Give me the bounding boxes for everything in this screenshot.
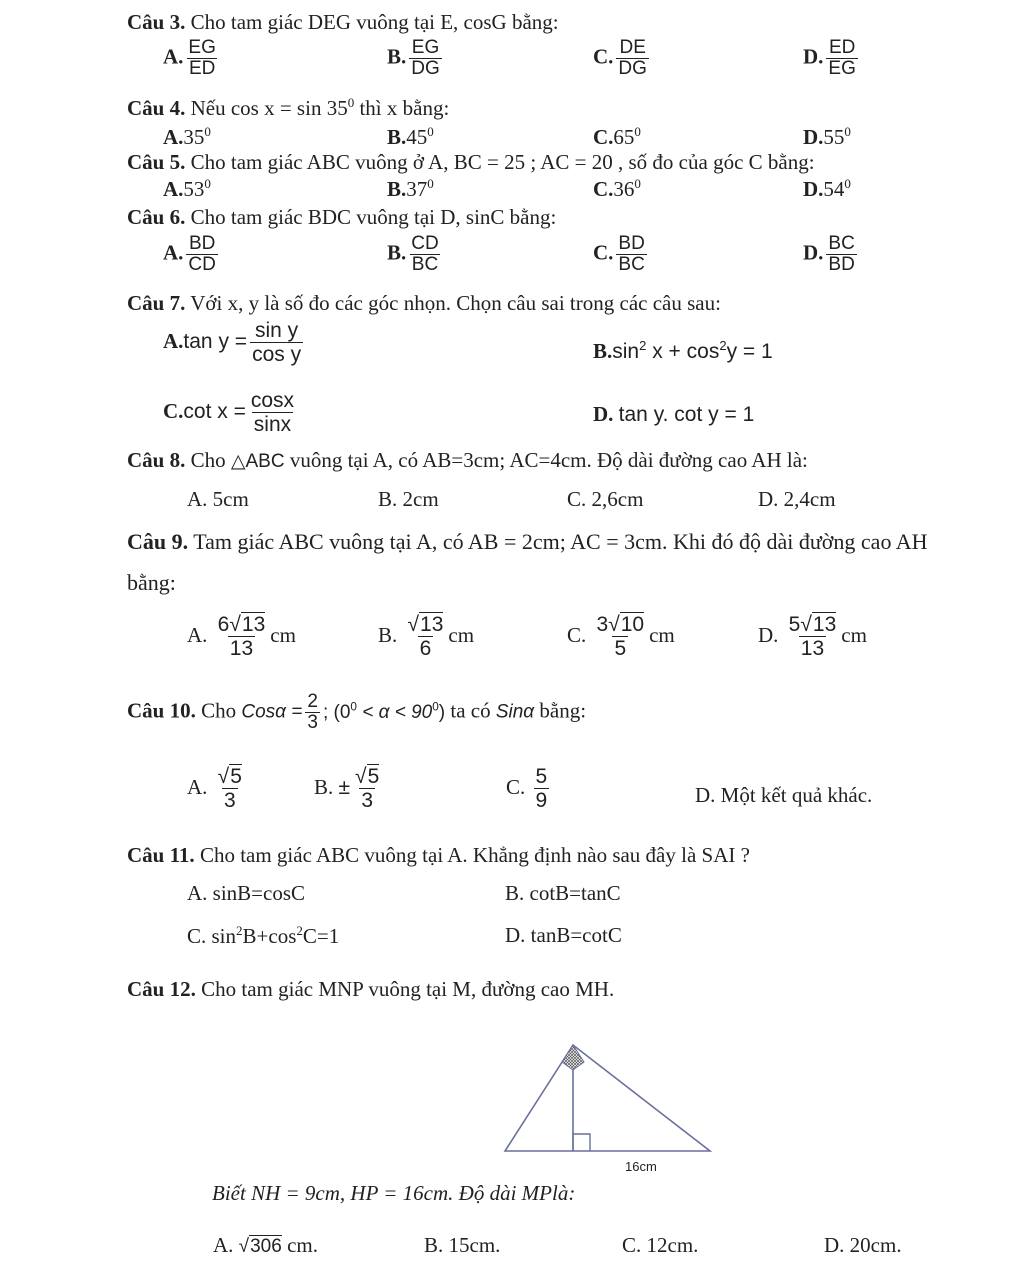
q7-option-b: $B.\sin^2$ $x + \cos^2y = 1$ bbox=[593, 338, 773, 363]
q11-option-a: A. sinB=cosC bbox=[187, 881, 306, 905]
q8-option-b: B. 2cm bbox=[378, 487, 439, 511]
q10-option-b: B. ± $\frac{√5}{3}$ bbox=[314, 765, 380, 813]
triangle-outline bbox=[505, 1045, 710, 1151]
q10-option-c: C. $\frac{5}{9}$ bbox=[506, 765, 548, 813]
q12-option-d: D. 20cm. bbox=[824, 1233, 902, 1257]
q11-option-d: D. tanB=cotC bbox=[505, 923, 622, 947]
right-angle-mark-foot bbox=[573, 1134, 590, 1151]
q8-option-d: D. 2,4cm bbox=[758, 487, 836, 511]
q9-option-d: D. $\frac{5√13}{13}$ cm bbox=[758, 613, 867, 661]
q8-stem: Câu 8. Cho △ABC vuông tại A, có AB=3cm; AC=4cm. Độ dài đường cao AH là: bbox=[127, 448, 808, 472]
q3-option-d: D. $\frac{ED}{EG}$ bbox=[803, 37, 856, 79]
q4-option-d: $D.55^0$ bbox=[803, 124, 851, 149]
q5-stem: Câu 5. Cho tam giác ABC vuông ở A, BC = 25 ; AC = 20 , số đo của góc C bằng: bbox=[127, 150, 815, 174]
q10-option-d: D. Một kết quả khác. bbox=[695, 783, 873, 807]
q6-option-a: A. $\frac{BD}{CD}$ bbox=[163, 233, 216, 275]
q9-option-c: C. $\frac{3√10}{5}$ cm bbox=[567, 613, 675, 661]
q11-option-c: C. $\sin^2B+\cos^2C=1$ bbox=[187, 923, 340, 948]
q12-given: Biết NH = 9cm, HP = 16cm. Độ dài MPlà: bbox=[212, 1181, 576, 1205]
q4-option-c: $C.65^0$ bbox=[593, 124, 641, 149]
q3-stem: Câu 3. Cho tam giác DEG vuông tại E, cosG bằng: bbox=[127, 10, 559, 34]
q6-option-d: D. $\frac{BC}{BD}$ bbox=[803, 233, 855, 275]
q6-stem: Câu 6. Cho tam giác BDC vuông tại D, sinC bằng: bbox=[127, 205, 557, 229]
q5-option-a: $A.53^0$ bbox=[163, 176, 211, 201]
q7-option-d: D. tan y. cot y = 1 bbox=[593, 402, 755, 426]
q9-stem-line2: bằng: bbox=[127, 570, 176, 595]
figure-label: 16cm bbox=[625, 1159, 657, 1174]
q4-option-b: $B.45^0$ bbox=[387, 124, 434, 149]
q7-option-c: C.cot x = $\frac{\cos x}{\sin x}$ bbox=[163, 389, 295, 437]
q9-stem-line1: Câu 9. Tam giác ABC vuông tại A, có AB = 2cm; AC = 3cm. Khi đó độ dài đường cao AH bbox=[127, 529, 928, 554]
q3-option-a: A. $\frac{EG}{ED}$ bbox=[163, 37, 216, 79]
q8-option-c: C. 2,6cm bbox=[567, 487, 644, 511]
right-angle-mark-apex bbox=[562, 1045, 584, 1070]
q5-option-b: $B.37^0$ bbox=[387, 176, 434, 201]
q4-option-a: $A.35^0$ bbox=[163, 124, 211, 149]
q6-option-b: B. $\frac{CD}{BC}$ bbox=[387, 233, 439, 275]
q7-option-a: A.tan y = $\frac{\text{sin y}}{\text{cos y}}$ bbox=[163, 319, 302, 367]
q9-option-b: B. $\frac{√13}{6}$ cm bbox=[378, 613, 475, 661]
q8-option-a: A. 5cm bbox=[187, 487, 249, 511]
q6-option-c: C. $\frac{BD}{BC}$ bbox=[593, 233, 645, 275]
q10-option-a: A. $\frac{√5}{3}$ bbox=[187, 765, 242, 813]
q11-option-b: B. cotB=tanC bbox=[505, 881, 621, 905]
q5-option-d: $D.54^0$ bbox=[803, 176, 851, 201]
q12-option-c: C. 12cm. bbox=[622, 1233, 699, 1257]
q4-stem: Câu 4. Nếu $\cos x = \sin 35^0$ thì x bằng: bbox=[127, 95, 450, 120]
right-triangle-figure bbox=[500, 1040, 720, 1180]
q12-stem: Câu 12. Cho tam giác MNP vuông tại M, đường cao MH. bbox=[127, 977, 615, 1001]
q3-option-b: B. $\frac{EG}{DG}$ bbox=[387, 37, 440, 79]
q7-stem: Câu 7. Với x, y là số đo các góc nhọn. Chọn câu sai trong các câu sau: bbox=[127, 291, 721, 315]
q12-option-b: B. 15cm. bbox=[424, 1233, 501, 1257]
q12-option-a: A. √306 cm. bbox=[213, 1233, 318, 1257]
q3-option-c: C. $\frac{DE}{DG}$ bbox=[593, 37, 647, 79]
q10-stem: Câu 10. Cho Cosα = $\frac{2}{3}$ ; $(0^0 < \alpha < 90^0)$ ta có Sinα bằng: bbox=[127, 691, 587, 733]
q11-stem: Câu 11. Cho tam giác ABC vuông tại A. Khẳng định nào sau đây là SAI ? bbox=[127, 843, 750, 867]
q5-option-c: $C.36^0$ bbox=[593, 176, 641, 201]
q9-option-a: A. $\frac{6√13}{13}$ cm bbox=[187, 613, 296, 661]
